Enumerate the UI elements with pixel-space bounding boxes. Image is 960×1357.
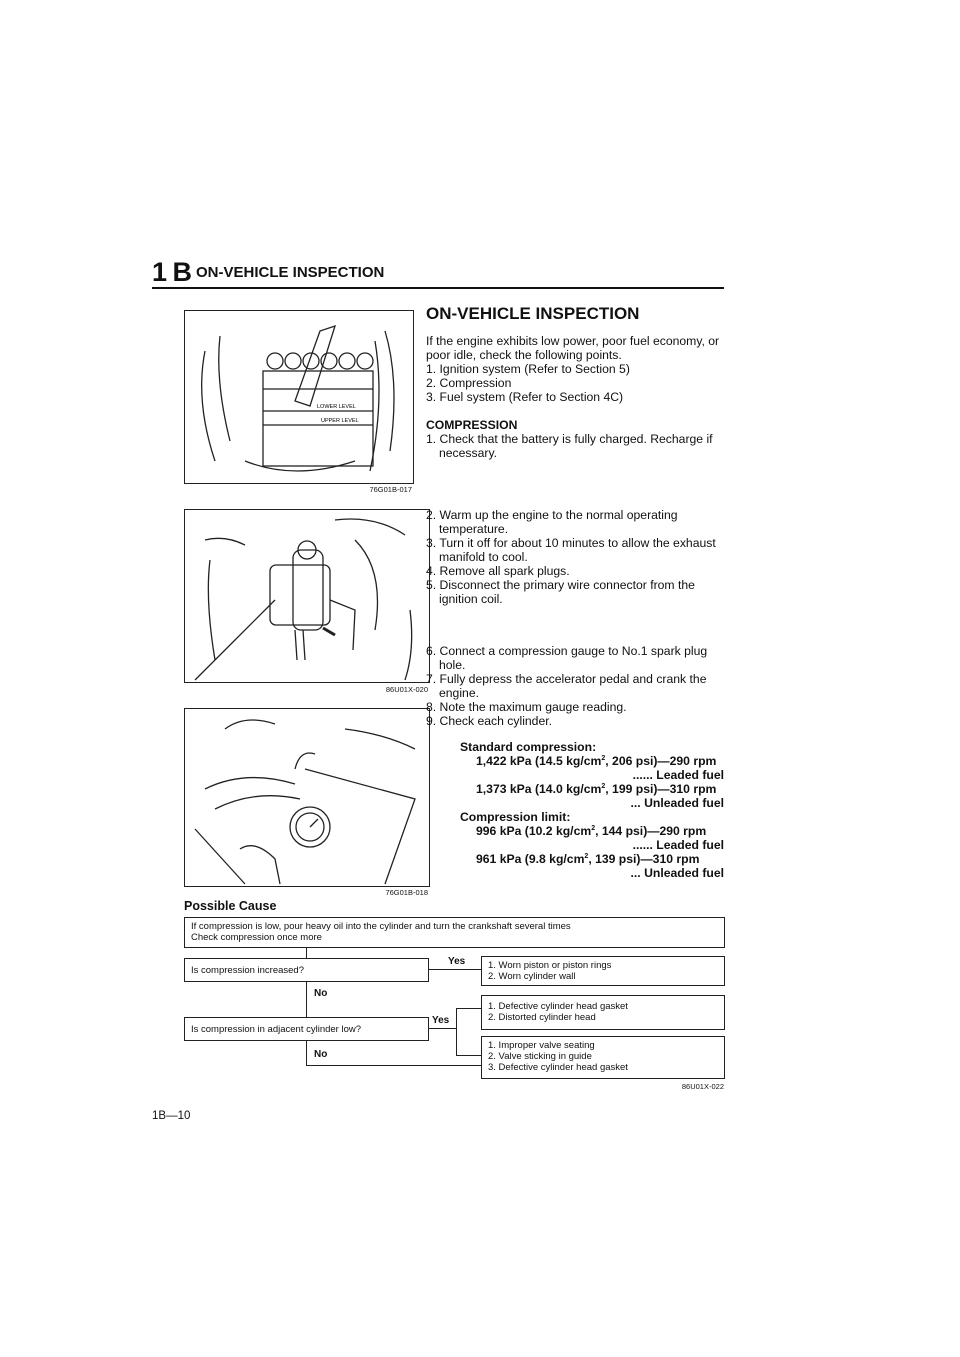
limit-line-2: 961 kPa (9.8 $kg/cm^2$, 139 psi)—310 rpm [476,852,700,866]
standard-line-2-fuel: ... Unleaded fuel [630,796,724,810]
flow-top-line-1: If compression is low, pour heavy oil into the cylinder and turn the crankshaft several times [191,921,571,932]
connector [306,948,307,958]
step-6: 6. Connect a compression gauge to No.1 spark plug hole. [426,644,708,672]
step-2: 2. Warm up the engine to the normal operating temperature. [426,508,678,536]
yes-label-2: Yes [432,1015,450,1026]
figure-battery [184,310,414,484]
connector [456,1008,481,1009]
step-1: 1. Check that the battery is fully charged. Recharge if necessary. [426,432,713,460]
result-1-item-1: 1. Worn piston or piston rings [488,960,612,971]
limit-line-2-fuel: ... Unleaded fuel [630,866,724,880]
page-number: 1B—10 [152,1110,191,1122]
flow-top-line-2: Check compression once more [191,932,322,943]
result-1-item-2: 2. Worn cylinder wall [488,971,576,982]
lower-level-label: LOWER LEVEL [317,404,356,410]
connector [306,982,307,1017]
limit-label: Compression limit: [460,810,571,824]
standard-line-2: 1,373 kPa (14.0 $kg/cm^2$, 199 psi)—310 rpm [476,782,717,796]
question-1-box: Is compression increased? [184,958,429,982]
no-label-2: No [314,1049,328,1060]
figure-ignition-coil [184,509,430,683]
intro-block [426,334,726,404]
header-title: ON-VEHICLE INSPECTION [196,264,385,281]
step-5: 5. Disconnect the primary wire connector from the ignition coil. [426,578,695,606]
result-3-item-2: 2. Valve sticking in guide [488,1051,592,1062]
ignition-coil-illustration [185,510,429,682]
standard-label: Standard compression: [460,740,597,754]
steps-c [426,644,726,728]
standard-line-1-fuel: ...... Leaded fuel [632,768,724,782]
result-3-item-3: 3. Defective cylinder head gasket [488,1062,628,1073]
point-3: 3. Fuel system (Refer to Section 4C) [426,390,624,404]
step-3: 3. Turn it off for about 10 minutes to allow the exhaust manifold to cool. [426,536,716,564]
connector [306,1041,307,1065]
figure-code-1: 76G01B-017 [369,485,412,494]
upper-level-label: UPPER LEVEL [321,418,359,424]
point-2: 2. Compression [426,376,512,390]
section-title: ON-VEHICLE INSPECTION [426,304,640,323]
compression-gauge-illustration [185,709,429,886]
intro-text: If the engine exhibits low power, poor fuel economy, or poor idle, check the following points. [426,334,720,362]
connector [306,1065,481,1066]
limit-line-1: 996 kPa (10.2 $kg/cm^2$, 144 psi)—290 rpm [476,824,707,838]
step-4: 4. Remove all spark plugs. [426,564,570,578]
result-1-box [481,956,725,986]
connector [456,1055,481,1056]
figure-code-2: 86U01X-020 [385,685,428,694]
point-1: 1. Ignition system (Refer to Section 5) [426,362,630,376]
steps-a [426,432,726,460]
spec-block [460,740,724,880]
no-label-1: No [314,988,328,999]
steps-b [426,508,726,606]
compression-heading: COMPRESSION [426,418,518,432]
result-2-box [481,995,725,1030]
step-8: 8. Note the maximum gauge reading. [426,700,627,714]
section-number: 1 B [152,257,192,287]
step-7: 7. Fully depress the accelerator pedal and crank the engine. [426,672,707,700]
battery-illustration [185,311,413,483]
step-9: 9. Check each cylinder. [426,714,553,728]
connector [429,969,481,970]
possible-cause-title: Possible Cause [184,899,277,913]
connector [456,1008,457,1055]
figure-compression-gauge [184,708,430,887]
question-2-box: Is compression in adjacent cylinder low? [184,1017,429,1041]
result-2-item-1: 1. Defective cylinder head gasket [488,1001,628,1012]
standard-line-1: 1,422 kPa (14.5 $kg/cm^2$, 206 psi)—290 rpm [476,754,717,768]
flow-top-box [184,917,725,948]
figure-code-3: 76G01B-018 [385,888,428,897]
connector [429,1028,456,1029]
yes-label-1: Yes [448,956,466,967]
limit-line-1-fuel: ...... Leaded fuel [632,838,724,852]
header-rule [152,287,724,289]
flowchart-code: 86U01X-022 [681,1082,724,1091]
result-3-box [481,1036,725,1079]
result-2-item-2: 2. Distorted cylinder head [488,1012,596,1023]
result-3-item-1: 1. Improper valve seating [488,1040,595,1051]
